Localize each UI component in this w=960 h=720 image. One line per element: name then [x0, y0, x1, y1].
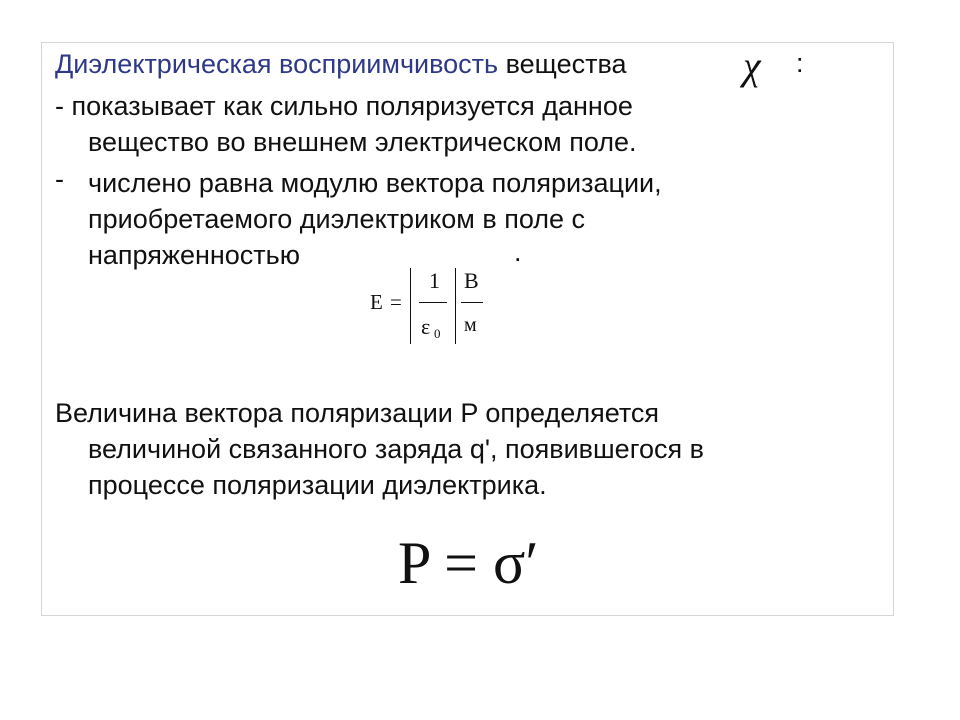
abs-bar-right [455, 268, 456, 344]
bullet-2-marker: - [55, 164, 64, 194]
title-colon: : [796, 48, 804, 78]
chi-symbol: χ [743, 43, 761, 88]
bullet-2-line-1: числено равна модулю вектора поляризации, [88, 168, 662, 198]
paragraph-line-3: процессе поляризации диэлектрика. [88, 470, 547, 500]
bullet-2-line-2: приобретаемого диэлектриком в поле с [88, 204, 586, 234]
formula-E [370, 264, 490, 346]
formula-P: P = σ′ [398, 530, 539, 596]
abs-bar-left [410, 268, 411, 344]
fraction-line-2 [461, 302, 483, 303]
bullet-1-marker: - [55, 91, 72, 121]
bullet-1-line-2: вещество во внешнем электрическом поле. [88, 127, 637, 157]
bullet-2-trailing-dot: . [514, 237, 522, 267]
paragraph-line-1: Величина вектора поляризации P определяется [55, 398, 660, 428]
paragraph-line-2: величиной связанного заряда q', появившегося в [88, 434, 704, 464]
formula-E-unit-denominator: м [464, 314, 477, 336]
formula-E-numerator: 1 [429, 268, 440, 293]
formula-E-denominator: ε [421, 314, 431, 339]
bullet-1-line-1 [55, 89, 633, 123]
formula-E-unit-numerator: В [464, 268, 479, 293]
formula-E-denominator-sub: 0 [434, 326, 441, 341]
title-rest: вещества [498, 49, 627, 79]
formula-E-equals: = [390, 290, 402, 314]
bullet-2-line-3: напряженностью [88, 240, 300, 270]
formula-E-lhs: E [370, 290, 383, 314]
bullet-1-text-1: показывает как сильно поляризуется данное [71, 91, 633, 121]
slide-title [55, 47, 627, 81]
title-accent: Диэлектрическая восприимчивость [55, 49, 499, 79]
fraction-line-1 [419, 302, 447, 303]
